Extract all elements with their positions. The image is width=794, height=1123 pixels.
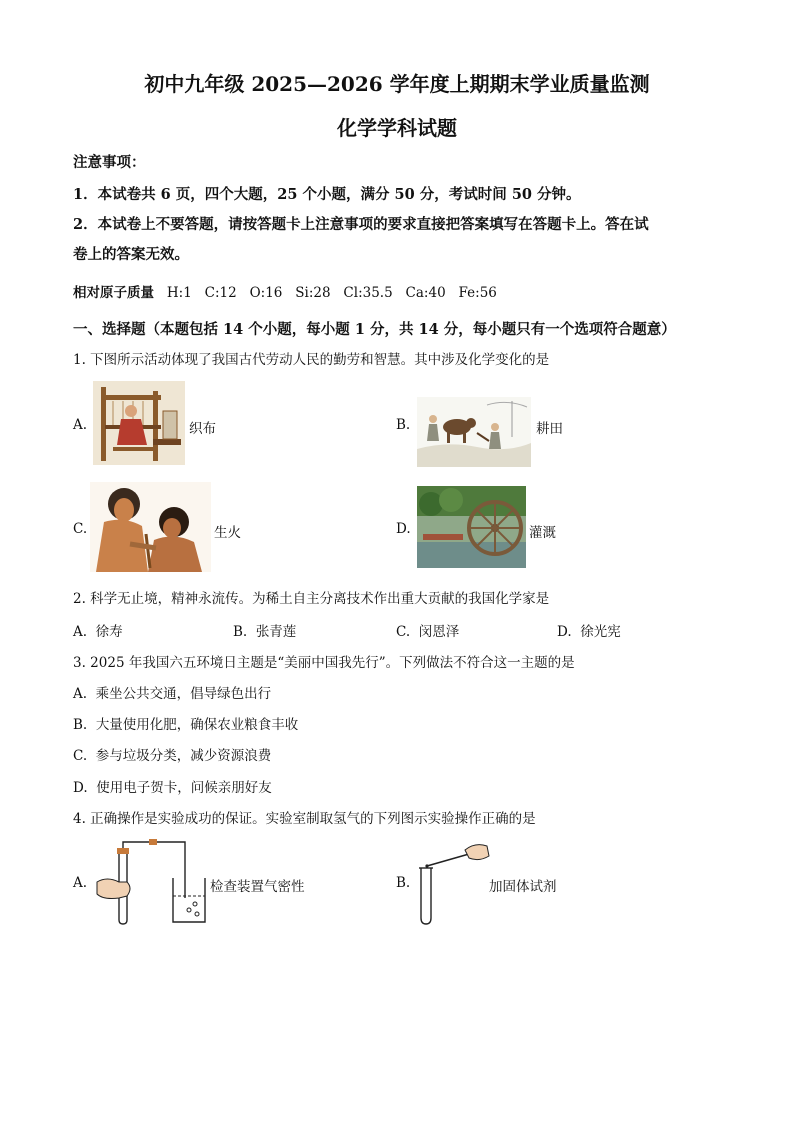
q2-option-c-text: 闵恩泽	[418, 624, 460, 640]
q2-option-d[interactable]	[557, 620, 621, 640]
q1-option-b-text: 耕田	[536, 421, 563, 437]
q1-option-a-text: 织布	[189, 421, 216, 437]
q1-option-a-letter[interactable]: A.	[73, 417, 88, 433]
notice-item-2-line-1: 2．本试卷上不要答题，请按答题卡上注意事项的要求直接把答案填写在答题卡上。答在试	[73, 216, 649, 233]
q3-option-d[interactable]	[73, 776, 272, 796]
q2-option-a-text: 徐寿	[95, 624, 123, 640]
q3-option-c-text: 参与垃圾分类，减少资源浪费	[95, 748, 272, 764]
notice-item-1: 1．本试卷共 6 页，四个大题，25 个小题，满分 50 分，考试时间 50 分钟。	[73, 186, 581, 203]
q3-option-b-text: 大量使用化肥，确保农业粮食丰收	[95, 717, 299, 733]
question-1-stem: 1. 下图所示活动体现了我国古代劳动人民的勤劳和智慧。其中涉及化学变化的是	[73, 352, 550, 368]
q3-option-d-letter: D.	[73, 780, 88, 796]
q1-option-d-text: 灌溉	[529, 525, 556, 541]
waterwheel-irrigation-image	[417, 486, 526, 568]
weaving-loom-image	[93, 381, 185, 465]
q1-option-b-letter[interactable]: B.	[396, 417, 411, 433]
q4-option-a-letter[interactable]: A.	[73, 875, 88, 891]
q3-option-c-letter: C.	[73, 748, 88, 764]
section-heading: 一、选择题（本题包括 14 个小题，每小题 1 分，共 14 分，每小题只有一个选项符合题意）	[73, 321, 676, 338]
airtightness-check-diagram	[93, 838, 209, 926]
q3-option-a-letter: A.	[73, 686, 88, 702]
q2-option-d-text: 徐光宪	[580, 624, 621, 640]
q2-option-b-letter: B.	[233, 624, 248, 640]
q1-option-c-text: 生火	[214, 525, 241, 541]
ploughing-field-image	[417, 397, 531, 467]
making-fire-image	[90, 482, 211, 572]
add-solid-reagent-diagram	[413, 838, 493, 926]
atomic-mass-label: 相对原子质量	[73, 285, 154, 301]
notice-item-2-line-2: 卷上的答案无效。	[73, 246, 189, 263]
q2-option-a-letter: A.	[73, 624, 88, 640]
notice-heading: 注意事项：	[73, 154, 146, 171]
page-title: 初中九年级 2025—2026 学年度上期期末学业质量监测	[144, 72, 650, 96]
q3-option-b[interactable]	[73, 713, 298, 733]
q3-option-a-text: 乘坐公共交通，倡导绿色出行	[95, 686, 272, 702]
page-subtitle: 化学学科试题	[337, 116, 457, 140]
q2-option-b-text: 张青莲	[255, 624, 297, 640]
atomic-mass-row	[73, 281, 497, 301]
q3-option-d-text: 使用电子贺卡，问候亲朋好友	[96, 780, 272, 796]
q1-option-d-letter[interactable]: D.	[396, 521, 411, 537]
q4-option-b-text: 加固体试剂	[489, 879, 557, 895]
question-3-stem: 3. 2025 年我国六五环境日主题是“美丽中国我先行”。下列做法不符合这一主题的是	[73, 655, 575, 671]
q4-option-a-text: 检查装置气密性	[210, 879, 305, 895]
question-4-stem: 4. 正确操作是实验成功的保证。实验室制取氢气的下列图示实验操作正确的是	[73, 811, 536, 827]
q2-option-b[interactable]	[233, 620, 296, 640]
q3-option-b-letter: B.	[73, 717, 88, 733]
q3-option-a[interactable]	[73, 682, 271, 702]
q2-option-c[interactable]	[396, 620, 459, 640]
q3-option-c[interactable]	[73, 744, 271, 764]
q2-option-d-letter: D.	[557, 624, 572, 640]
question-2-stem: 2. 科学无止境，精神永流传。为稀土自主分离技术作出重大贡献的我国化学家是	[73, 591, 550, 607]
q4-option-b-letter[interactable]: B.	[396, 875, 411, 891]
atomic-mass-values: H:1 C:12 O:16 Si:28 Cl:35.5 Ca:40 Fe:56	[166, 285, 497, 301]
q2-option-c-letter: C.	[396, 624, 411, 640]
q2-option-a[interactable]	[73, 620, 123, 640]
q1-option-c-letter[interactable]: C.	[73, 521, 88, 537]
